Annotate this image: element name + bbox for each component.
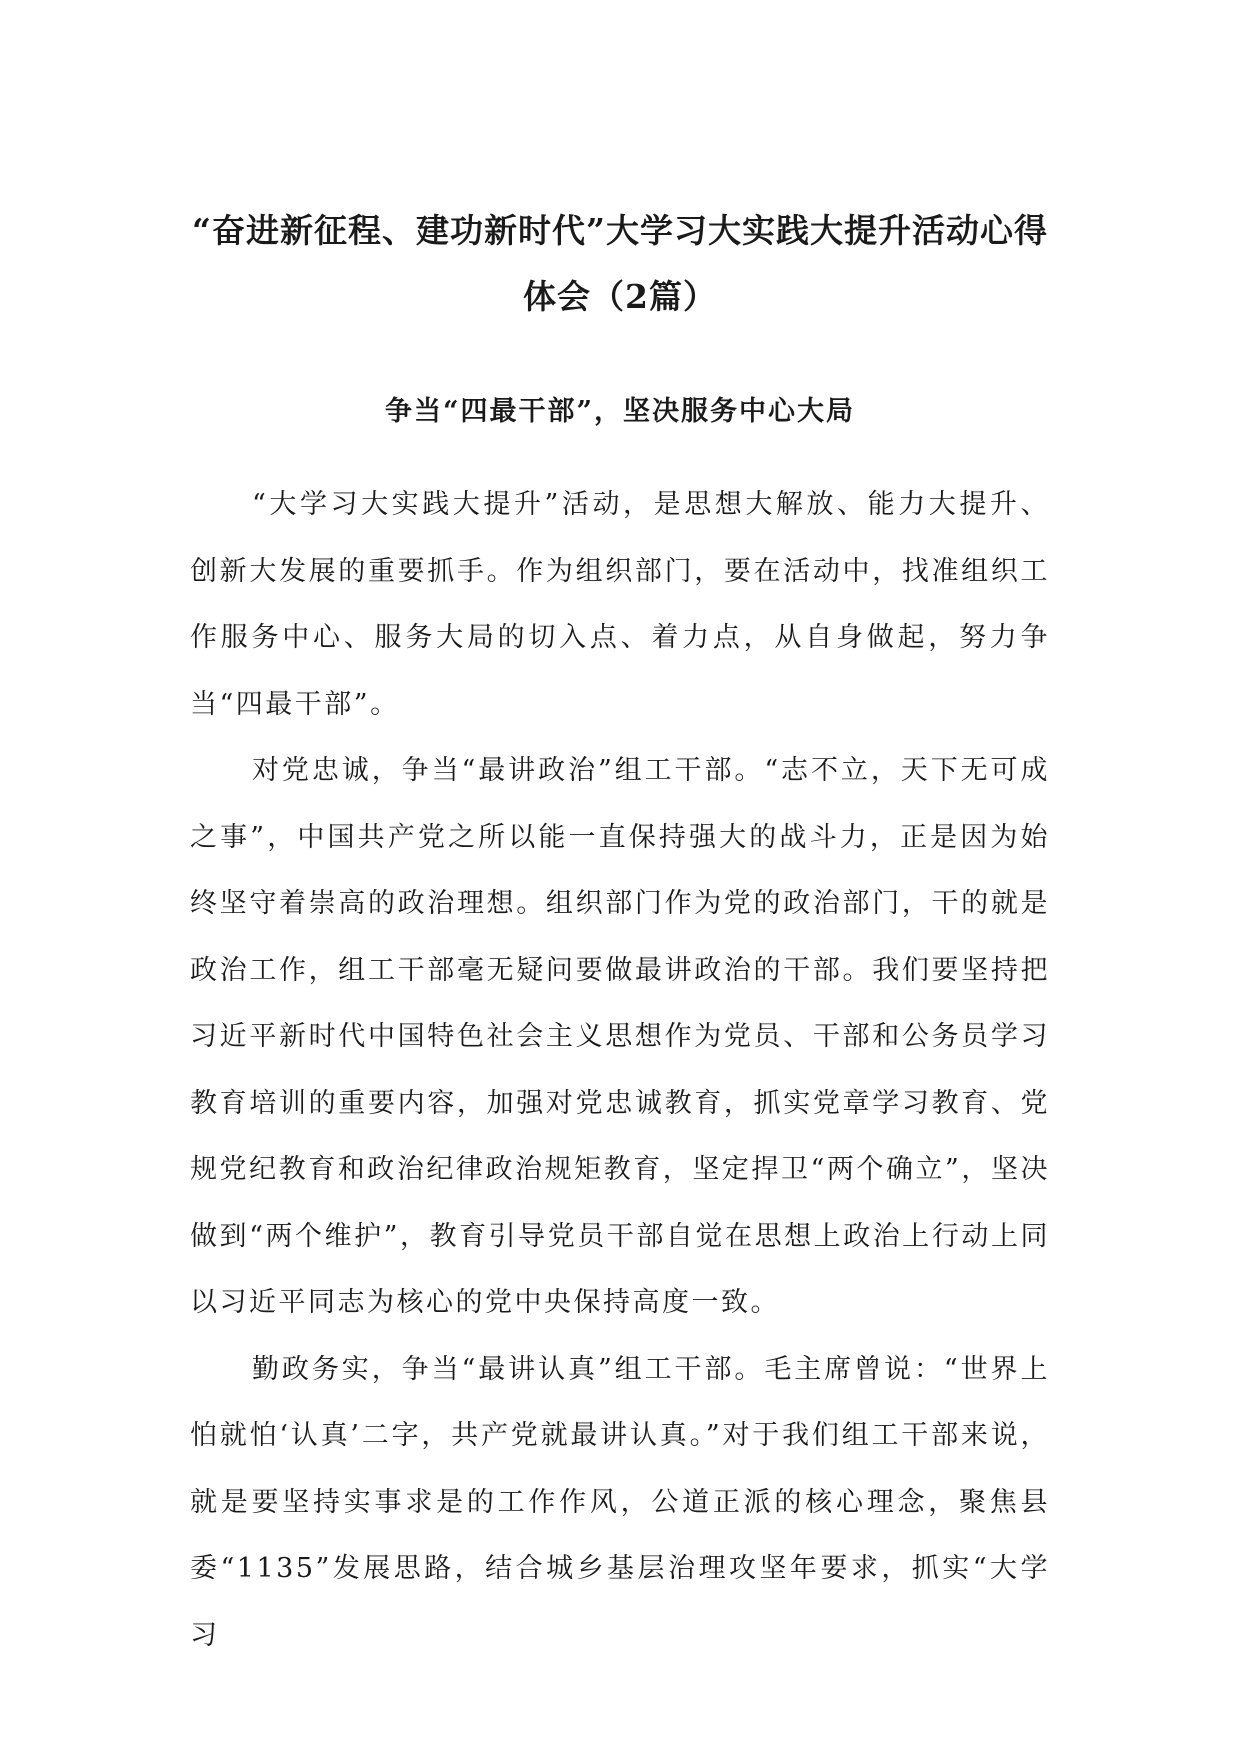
document-body [190,198,1050,1669]
document-title-line-1: “奋进新征程、建功新时代”大学习大实践大提升活动心得 [192,211,1048,250]
document-title [190,198,1050,330]
paragraph-loyalty: 对党忠诚，争当“最讲政治”组工干部。“志不立，天下无可成之事”，中国共产党之所以能一直保持强大的战斗力，正是因为始终坚守着崇高的政治理想。组织部门作为党的政治部门，干的就是政治工作，组工干部毫无疑问要做最讲政治的干部。我们要坚持把习近平新时代中国特色社会主义思想作为党员、干部和公务员学习教育培训的重要内容，加强对党忠诚教育，抓实党章学习教育、党规党纪教育和政治纪律政治规矩教育，坚定捍卫“两个确立”，坚决做到“两个维护”，教育引导党员干部自觉在思想上政治上行动上同以习近平同志为核心的党中央保持高度一致。 [190,755,1050,1318]
paragraph-diligence: 勤政务实，争当“最讲认真”组工干部。毛主席曾说：“世界上怕就怕‘认真’二字，共产党就最讲认真。”对于我们组工干部来说，就是要坚持实事求是的工作作风，公道正派的核心理念，聚焦县委“1135”发展思路，结合城乡基层治理攻坚年要求，抓实“大学习 [190,1353,1050,1651]
document-title-line-2: 体会（2篇） [523,277,717,316]
section-heading: 争当“四最干部”，坚决服务中心大局 [384,396,856,427]
paragraph-intro: “大学习大实践大提升”活动，是思想大解放、能力大提升、创新大发展的重要抓手。作为组织部门，要在活动中，找准组织工作服务中心、服务大局的切入点、着力点，从自身做起，努力争当“四最干部”。 [190,489,1050,720]
